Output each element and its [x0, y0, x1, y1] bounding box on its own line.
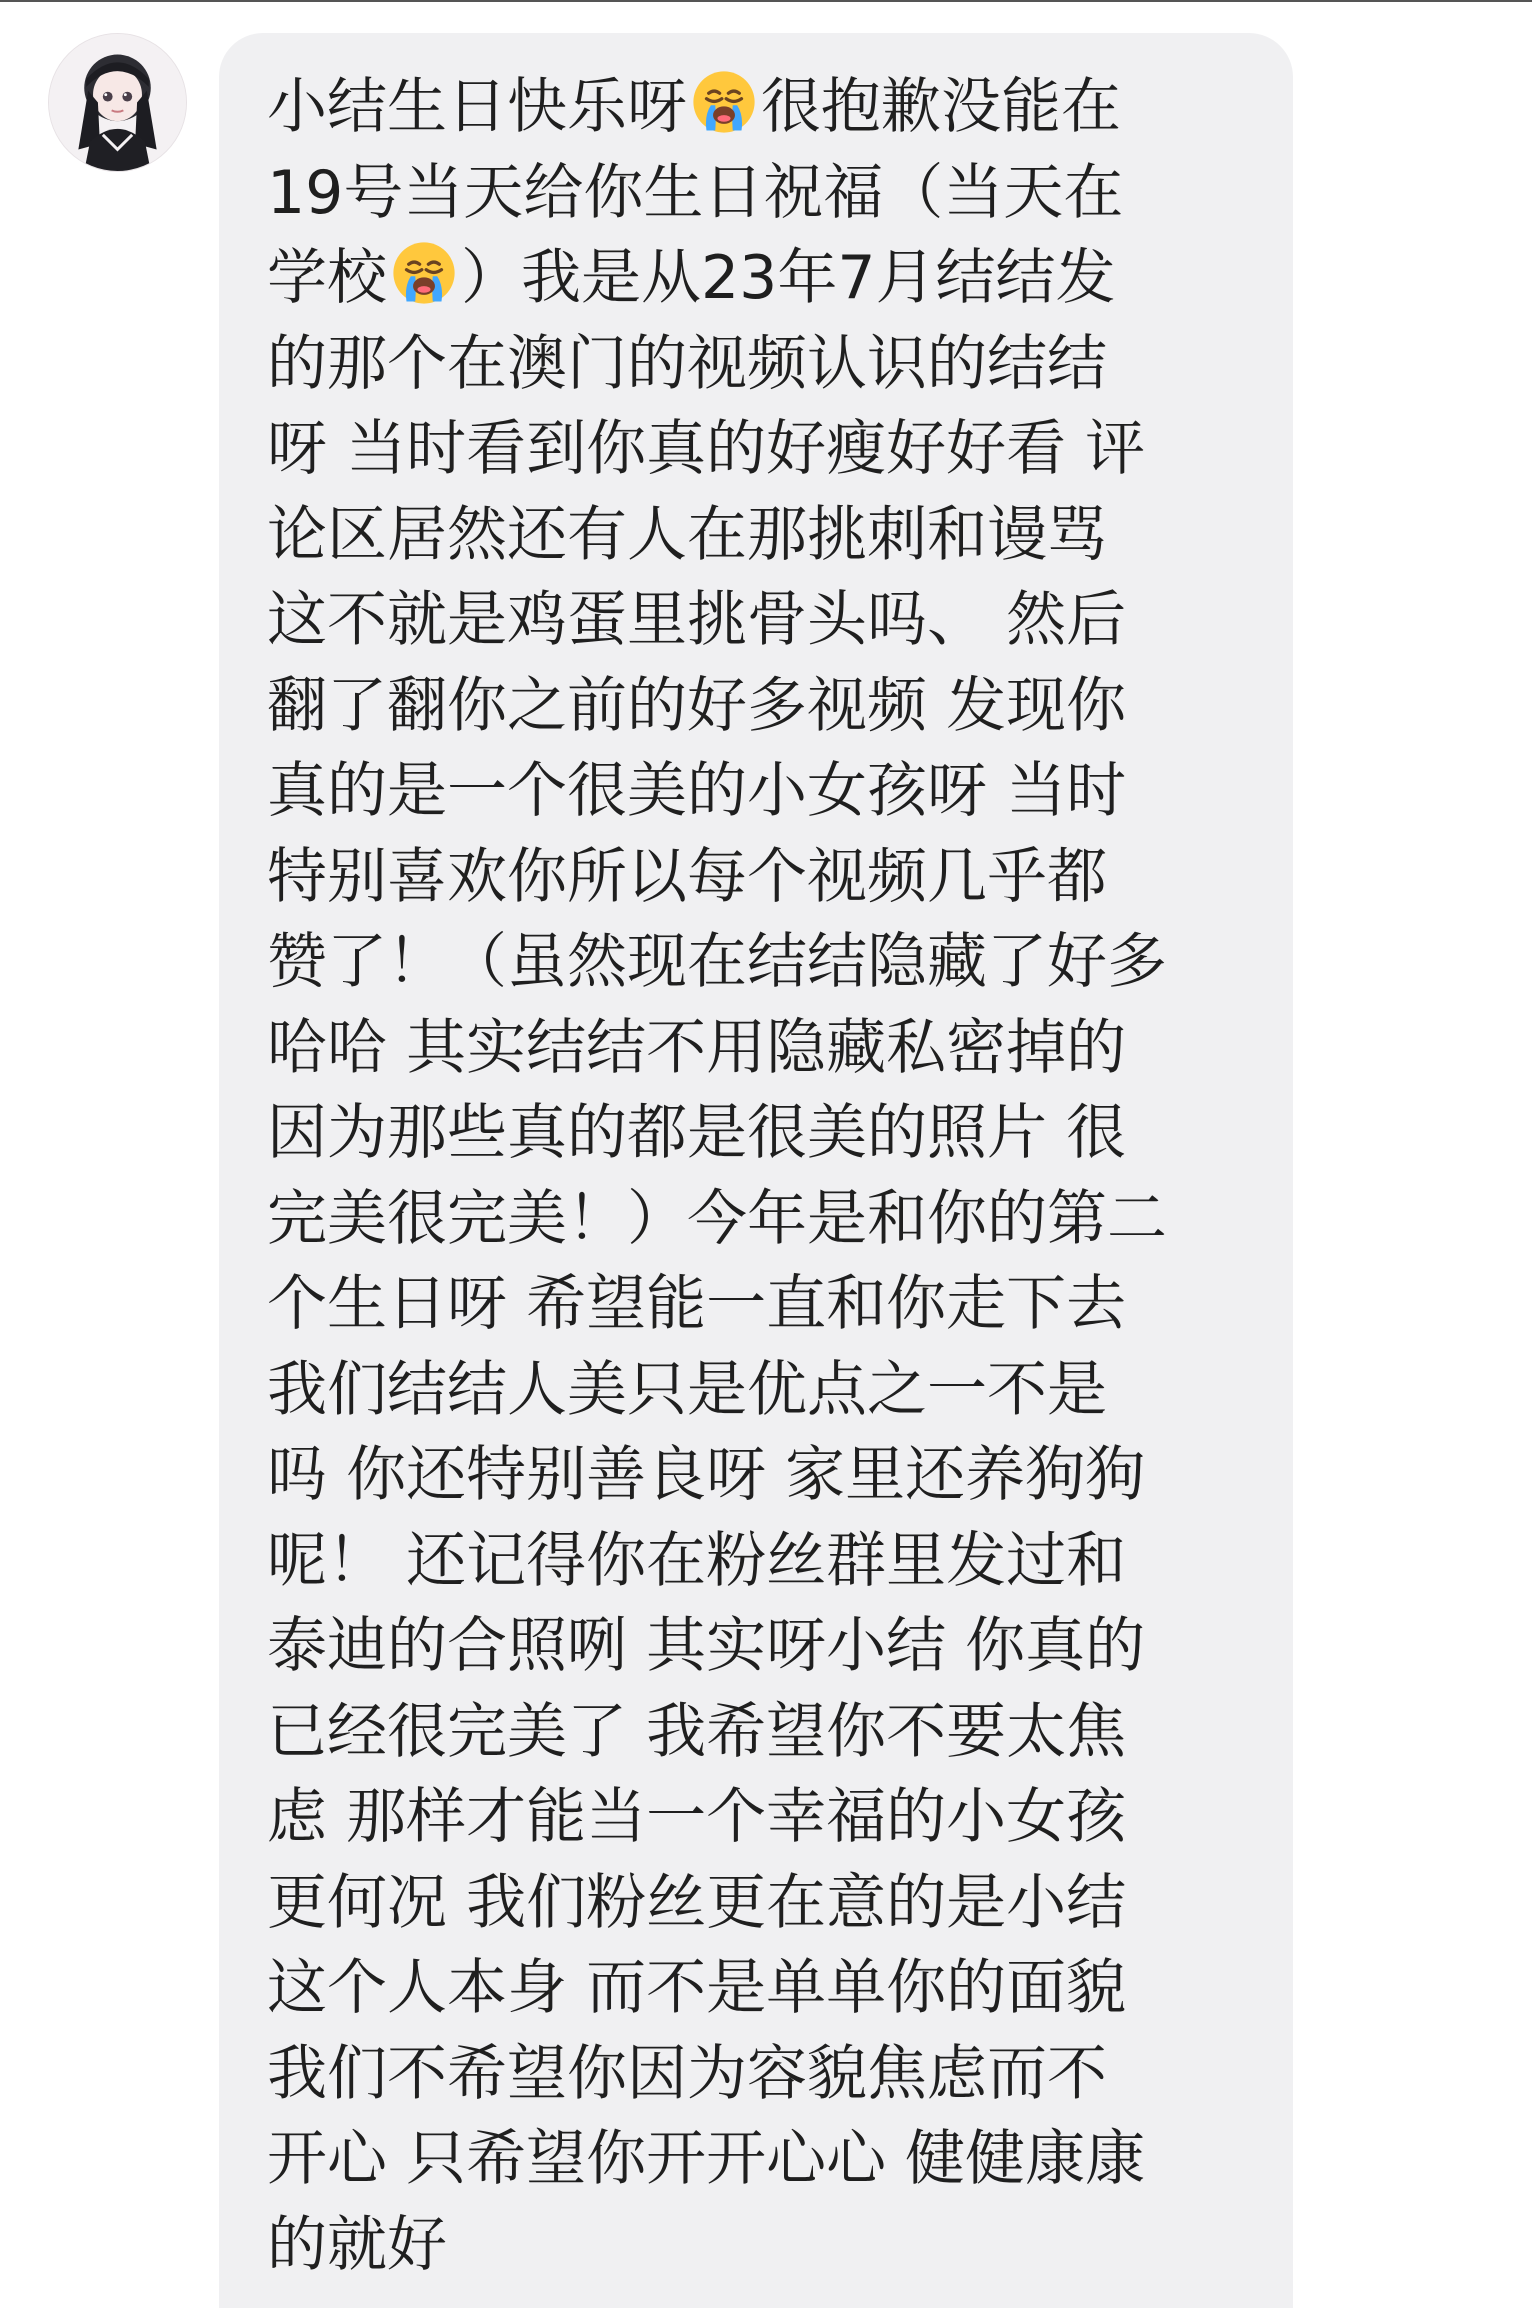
message-text-fragment: 呢！ 还记得你在粉丝群里发过和	[267, 1525, 1127, 1596]
loudly-crying-face-emoji	[689, 67, 759, 137]
message-line	[267, 2203, 1257, 2289]
message-text-fragment: 学校	[267, 243, 387, 313]
message-text-fragment: 我们结结人美只是优点之一不是	[267, 1354, 1107, 1425]
avatar-doll-image	[49, 34, 186, 171]
message-line	[267, 407, 1257, 493]
message-text-fragment: 真的是一个很美的小女孩呀 当时	[267, 756, 1127, 826]
message-text-fragment: 翻了翻你之前的好多视频 发现你	[267, 670, 1127, 741]
message-text-fragment: 论区居然还有人在那挑刺和谩骂	[267, 499, 1107, 570]
message-text-fragment: 呀 当时看到你真的好瘦好好看 评	[267, 414, 1146, 484]
message-line	[267, 1348, 1257, 1434]
message-line	[267, 920, 1257, 1006]
message-line	[267, 1861, 1257, 1947]
message-line	[267, 1690, 1257, 1776]
message-line	[267, 2032, 1257, 2118]
message-text-fragment: ）我是从23年7月结结发	[461, 243, 1116, 313]
message-line	[267, 236, 1257, 322]
message-text-fragment: 更何况 我们粉丝更在意的是小结	[267, 1867, 1127, 1938]
message-line	[267, 1177, 1257, 1263]
message-text-fragment: 这不就是鸡蛋里挑骨头吗、 然后	[267, 585, 1127, 655]
message-text-fragment: 我们不希望你因为容貌焦虑而不	[267, 2038, 1107, 2109]
message-text-fragment: 的就好	[267, 2209, 447, 2280]
top-divider	[0, 0, 1532, 2]
message-text	[267, 65, 1257, 2288]
message-text-fragment: 特别喜欢你所以每个视频几乎都	[267, 841, 1107, 912]
message-text-fragment: 已经很完美了 我希望你不要太焦	[267, 1696, 1127, 1767]
avatar[interactable]	[48, 33, 187, 172]
message-line	[267, 1946, 1257, 2032]
message-line	[267, 1262, 1257, 1348]
message-line	[267, 1006, 1257, 1092]
message-text-fragment: 的那个在澳门的视频认识的结结	[267, 328, 1107, 399]
message-bubble[interactable]	[219, 33, 1293, 2308]
message-line	[267, 322, 1257, 408]
message-line	[267, 2117, 1257, 2203]
message-line	[267, 749, 1257, 835]
message-text-fragment: 19号当天给你生日祝福（当天在	[267, 157, 1124, 228]
message-line	[267, 1775, 1257, 1861]
message-text-fragment: 吗 你还特别善良呀 家里还养狗狗	[267, 1440, 1146, 1510]
message-line	[267, 493, 1257, 579]
message-line	[267, 1433, 1257, 1519]
message-text-fragment: 个生日呀 希望能一直和你走下去	[267, 1269, 1127, 1339]
message-text-fragment: 虑 那样才能当一个幸福的小女孩	[267, 1782, 1127, 1852]
message-line	[267, 1519, 1257, 1605]
message-text-fragment: 很抱歉没能在	[761, 72, 1121, 142]
message-text-fragment: 哈哈 其实结结不用隐藏私密掉的	[267, 1012, 1127, 1083]
message-line	[267, 835, 1257, 921]
message-line	[267, 1091, 1257, 1177]
message-text-fragment: 因为那些真的都是很美的照片 很	[267, 1098, 1127, 1168]
message-text-fragment: 完美很完美！）今年是和你的第二	[267, 1183, 1167, 1254]
message-line	[267, 664, 1257, 750]
message-line	[267, 1604, 1257, 1690]
message-line	[267, 65, 1257, 151]
message-text-fragment: 开心 只希望你开开心心 健健康康	[267, 2124, 1146, 2194]
message-line	[267, 578, 1257, 664]
message-text-fragment: 这个人本身 而不是单单你的面貌	[267, 1953, 1127, 2023]
message-text-fragment: 小结生日快乐呀	[267, 72, 687, 142]
message-text-fragment: 泰迪的合照咧 其实呀小结 你真的	[267, 1611, 1146, 1681]
message-text-fragment: 赞了！（虽然现在结结隐藏了好多	[267, 927, 1167, 997]
message-line	[267, 151, 1257, 237]
loudly-crying-face-emoji	[389, 238, 459, 308]
